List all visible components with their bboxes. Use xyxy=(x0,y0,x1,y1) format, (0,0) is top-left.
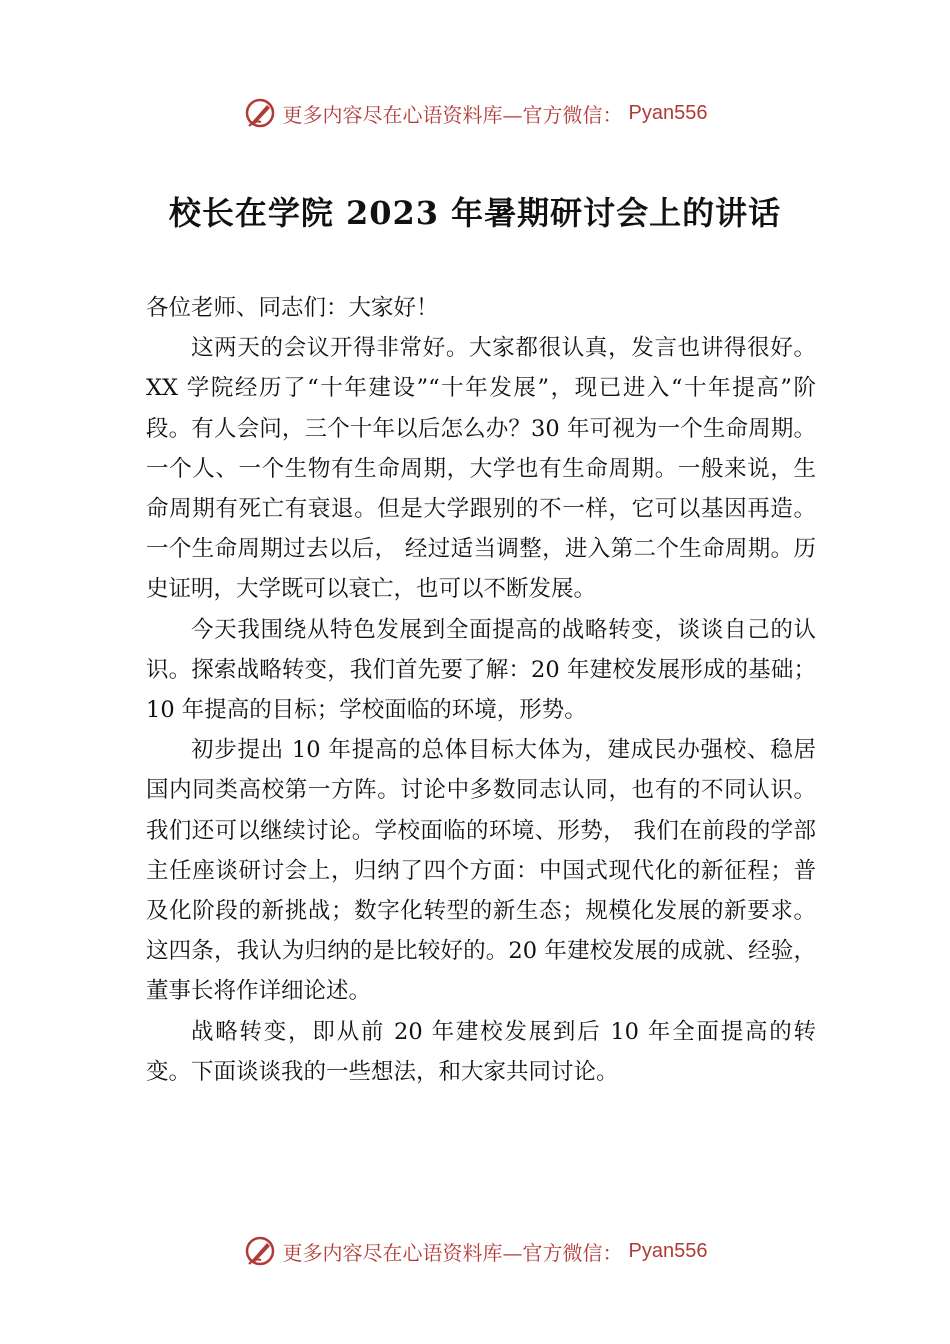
paragraph: 今天我围绕从特色发展到全面提高的战略转变，谈谈自己的认识。探索战略转变，我们首先要了解：20 年建校发展形成的基础；10 年提高的目标；学校面临的环境，形势。 xyxy=(146,616,816,724)
banner-text: 更多内容尽在心语资料库—官方微信： xyxy=(282,1240,623,1265)
paragraph: 这两天的会议开得非常好。大家都很认真，发言也讲得很好。XX 学院经历了“十年建设”“十年发展”，现已进入“十年提高”阶段。有人会问，三个十年以后怎么办？30 年可视为一个生命周期。一个人、一个生物有生命周期，大学也有生命周期。一般来说，生命周期有死亡有衰退。但是大学跟别的不一样，它可以基因再造。一个生命周期过去以后， 经过适当调整，进入第二个生命周期。历史证明，大学既可以衰亡，也可以不断发展。 xyxy=(146,335,816,603)
pen-logo-icon xyxy=(243,1234,277,1268)
banner-wechat-id: Pyan556 xyxy=(628,101,708,124)
header-banner xyxy=(0,96,950,130)
document-body xyxy=(146,288,816,1092)
paragraph: 初步提出 10 年提高的总体目标大体为，建成民办强校、稳居国内同类高校第一方阵。讨论中多数同志认同，也有的不同认识。我们还可以继续讨论。学校面临的环境、形势， 我们在前段的学部主任座谈研讨会上，归纳了四个方面：中国式现代化的新征程；普及化阶段的新挑战；数字化转型的新生态；规模化发展的新要求。这四条，我认为归纳的是比较好的。20 年建校发展的成就、经验，董事长将作详细论述。 xyxy=(146,737,816,1005)
banner-wechat-id: Pyan556 xyxy=(628,1239,708,1262)
paragraph: 战略转变，即从前 20 年建校发展到后 10 年全面提高的转变。下面谈谈我的一些想法，和大家共同讨论。 xyxy=(146,1018,816,1085)
greeting: 各位老师、同志们：大家好！ xyxy=(146,295,439,321)
footer-banner xyxy=(0,1234,950,1268)
banner-text: 更多内容尽在心语资料库—官方微信： xyxy=(282,102,623,127)
pen-logo-icon xyxy=(243,96,277,130)
document-title: 校长在学院 2023 年暑期研讨会上的讲话 xyxy=(168,194,782,232)
